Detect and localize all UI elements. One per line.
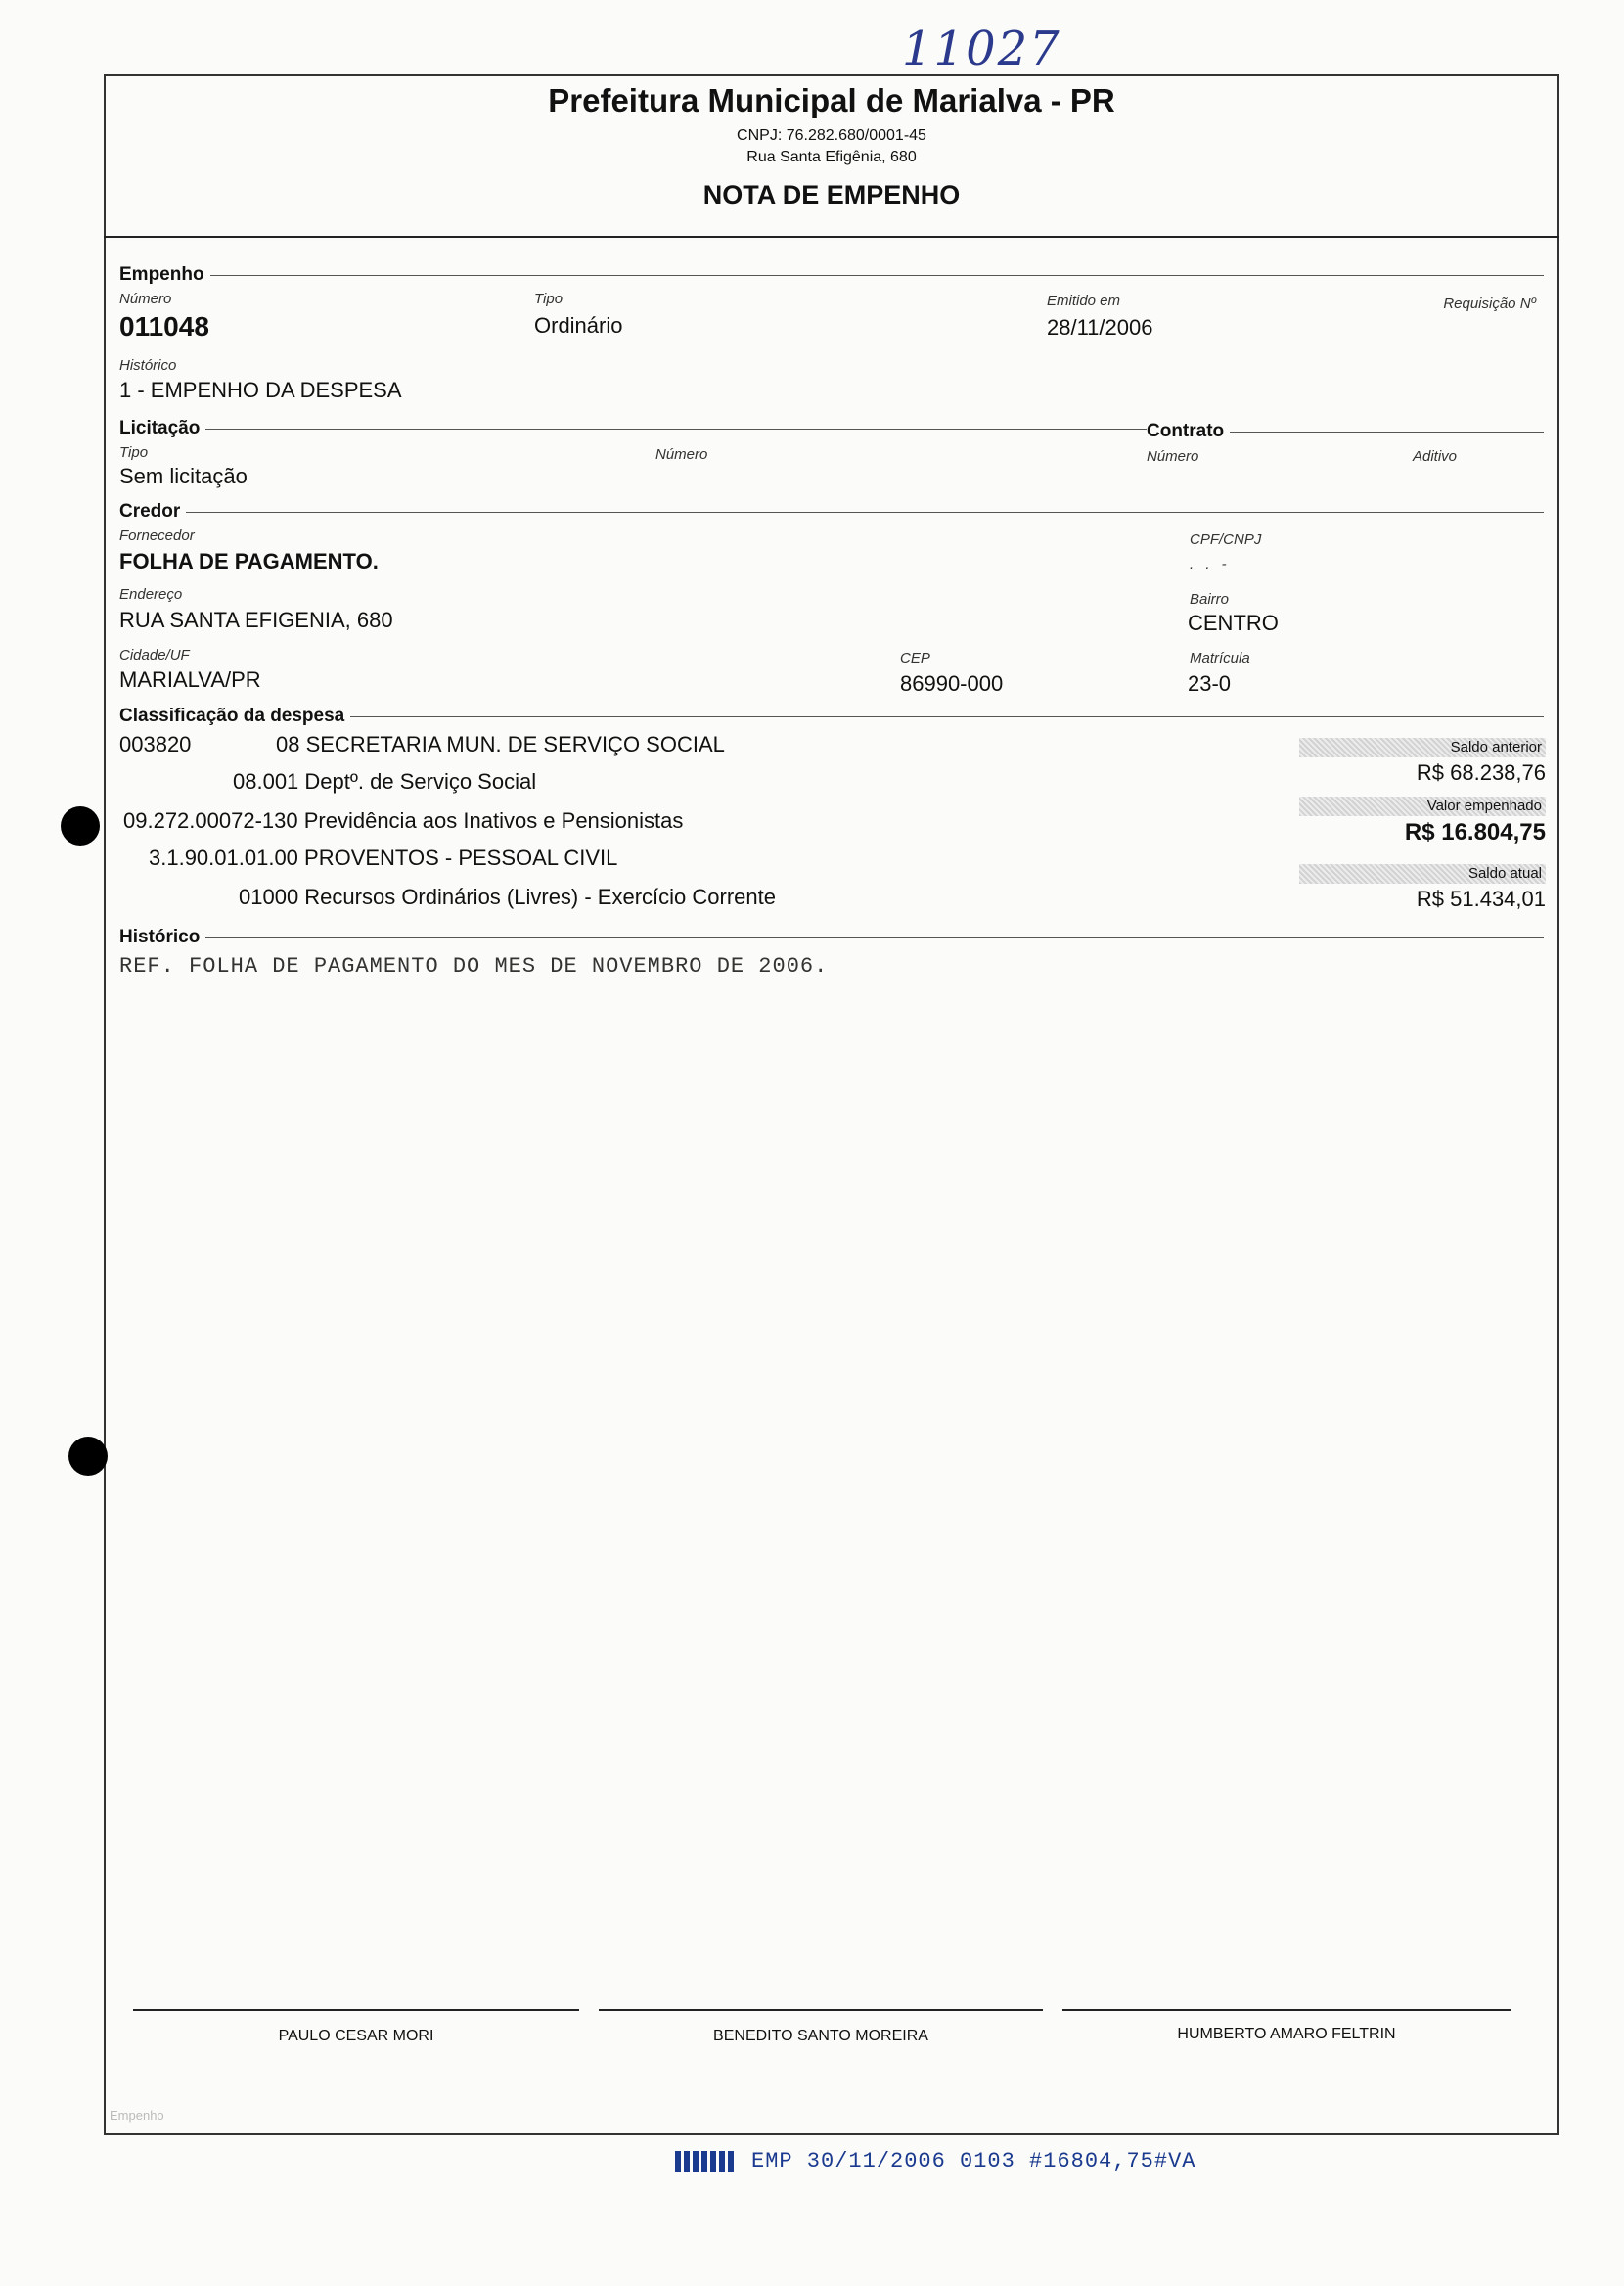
- signature-name-3: HUMBERTO AMARO FELTRIN: [1177, 2026, 1396, 2042]
- section-licitacao-title: Licitação: [119, 418, 201, 438]
- saldo-atual-label: Saldo atual: [1299, 864, 1546, 884]
- valor-empenhado-label: Valor empenhado: [1299, 797, 1546, 816]
- bairro-label: Bairro: [1190, 591, 1230, 608]
- endereco-label: Endereço: [119, 586, 183, 603]
- section-contrato: [1147, 421, 1544, 442]
- section-classificacao: [119, 706, 1544, 727]
- saldo-anterior: R$ 68.238,76: [1416, 760, 1546, 785]
- section-empenho-title: Empenho: [119, 264, 204, 285]
- fornecedor-label: Fornecedor: [119, 527, 195, 544]
- section-contrato-title: Contrato: [1147, 421, 1225, 441]
- numero-label: Número: [119, 291, 172, 307]
- stamp-logo-icon: [675, 2151, 734, 2172]
- cidade-label: Cidade/UF: [119, 647, 190, 663]
- contrato-numero-label: Número: [1147, 448, 1199, 465]
- cidade: MARIALVA/PR: [119, 667, 261, 692]
- classificacao-elemento: 3.1.90.01.01.00 PROVENTOS - PESSOAL CIVIL: [149, 846, 618, 870]
- empenho-historico: 1 - EMPENHO DA DESPESA: [119, 378, 402, 402]
- licitacao-numero-label: Número: [655, 446, 708, 463]
- classificacao-code: 003820: [119, 732, 192, 756]
- classificacao-departamento: 08.001 Deptº. de Serviço Social: [233, 769, 537, 794]
- fornecedor: FOLHA DE PAGAMENTO.: [119, 549, 379, 573]
- org-name: Prefeitura Municipal de Marialva - PR: [548, 82, 1115, 118]
- cep-label: CEP: [900, 650, 930, 666]
- licitacao-tipo-label: Tipo: [119, 444, 149, 461]
- valor-empenhado-box: [1299, 797, 1546, 846]
- cnpj: CNPJ: 76.282.680/0001-45: [737, 127, 926, 144]
- empenho-tipo: Ordinário: [534, 313, 623, 338]
- saldo-anterior-label: Saldo anterior: [1299, 738, 1546, 757]
- footer-label: Empenho: [110, 2108, 164, 2123]
- punch-hole-top: [61, 806, 100, 846]
- contrato-aditivo-label: Aditivo: [1413, 448, 1458, 465]
- stamp-text: EMP 30/11/2006 0103 #16804,75#VA: [751, 2149, 1196, 2173]
- empenho-numero: 011048: [119, 311, 209, 342]
- signature-name-1: PAULO CESAR MORI: [278, 2028, 434, 2044]
- saldo-atual: R$ 51.434,01: [1416, 887, 1546, 911]
- section-historico-title: Histórico: [119, 927, 201, 947]
- header-divider: [104, 236, 1559, 238]
- signature-line-2: [599, 2009, 1043, 2011]
- endereco: RUA SANTA EFIGENIA, 680: [119, 608, 393, 632]
- requisicao-label: Requisição Nº: [1443, 296, 1536, 312]
- classificacao-programa: 09.272.00072-130 Previdência aos Inativos e Pensionistas: [123, 808, 684, 833]
- section-empenho: [119, 264, 1544, 286]
- saldo-atual-box: [1299, 864, 1546, 912]
- tipo-label: Tipo: [534, 291, 564, 307]
- handwritten-page-number: 11027: [902, 22, 1061, 76]
- historico-text: REF. FOLHA DE PAGAMENTO DO MES DE NOVEMBRO DE 2006.: [119, 954, 829, 979]
- matricula: 23-0: [1188, 671, 1232, 696]
- cpf-label: CPF/CNPJ: [1190, 531, 1262, 548]
- classificacao-recurso: 01000 Recursos Ordinários (Livres) - Exercício Corrente: [239, 885, 776, 909]
- valor-empenhado: R$ 16.804,75: [1404, 819, 1546, 846]
- section-licitacao: [119, 418, 1147, 439]
- licitacao-tipo: Sem licitação: [119, 464, 248, 488]
- matricula-label: Matrícula: [1190, 650, 1250, 666]
- cep: 86990-000: [900, 671, 1004, 696]
- section-historico: [119, 927, 1544, 948]
- emitido-date: 28/11/2006: [1047, 315, 1153, 340]
- empenho-historico-label: Histórico: [119, 357, 177, 374]
- cpf-value: . . -: [1190, 556, 1231, 572]
- signature-line-3: [1062, 2009, 1511, 2011]
- address: Rua Santa Efigênia, 680: [746, 149, 917, 165]
- bank-stamp: [675, 2149, 1195, 2173]
- signature-name-2: BENEDITO SANTO MOREIRA: [713, 2028, 928, 2044]
- header: [104, 82, 1559, 210]
- bairro: CENTRO: [1188, 611, 1279, 635]
- section-credor: [119, 501, 1544, 523]
- section-classificacao-title: Classificação da despesa: [119, 706, 345, 726]
- punch-hole-bottom: [68, 1437, 108, 1476]
- signature-line-1: [133, 2009, 579, 2011]
- section-credor-title: Credor: [119, 501, 181, 522]
- emitido-label: Emitido em: [1047, 293, 1121, 309]
- doc-title: NOTA DE EMPENHO: [702, 180, 961, 209]
- saldo-anterior-box: [1299, 738, 1546, 786]
- classificacao-secretaria: 08 SECRETARIA MUN. DE SERVIÇO SOCIAL: [276, 732, 725, 756]
